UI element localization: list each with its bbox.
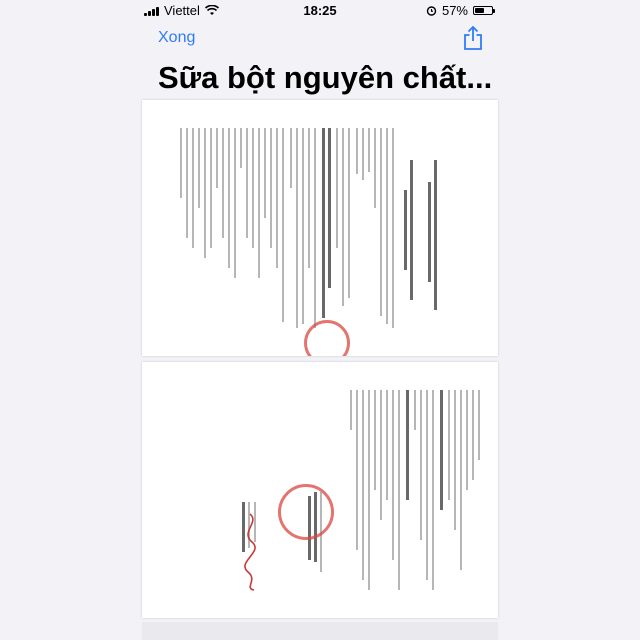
status-time: 18:25	[303, 3, 337, 18]
document-page-1[interactable]	[142, 100, 498, 356]
red-stamp	[304, 320, 350, 356]
done-button[interactable]: Xong	[158, 29, 196, 46]
nav-bar	[158, 28, 484, 52]
carrier-label: Viettel	[164, 3, 200, 18]
battery-icon	[473, 6, 493, 15]
red-stamp	[278, 484, 334, 540]
document-title: Sữa bột nguyên chất...	[158, 60, 493, 95]
battery-percent: 57%	[441, 3, 468, 18]
alarm-icon	[426, 5, 437, 16]
document-page-2[interactable]	[142, 362, 498, 618]
page-scroll-area	[142, 622, 498, 640]
signature-graphic	[230, 512, 270, 592]
status-right-group	[426, 3, 493, 18]
status-bar	[0, 0, 640, 22]
share-icon[interactable]	[462, 25, 484, 51]
